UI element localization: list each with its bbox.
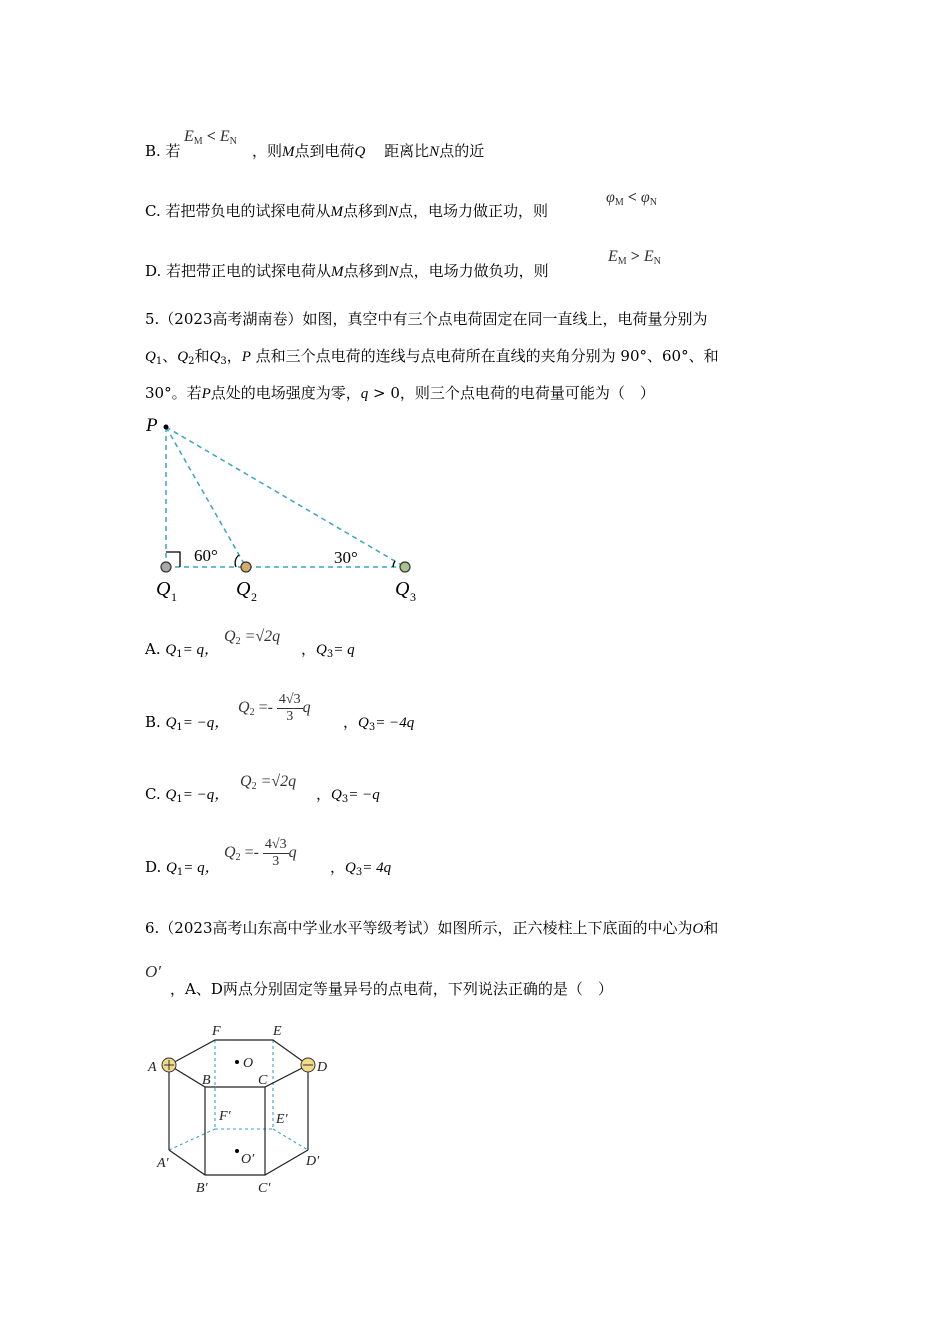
- text: 30°。若: [145, 384, 202, 402]
- fraction: [277, 692, 303, 725]
- symbol-q: Q: [224, 628, 236, 645]
- label-c-prime: C′: [258, 1181, 271, 1196]
- text: C. 若把带负电的试探电荷从: [145, 202, 331, 220]
- option-label: D.: [145, 858, 162, 876]
- q3-value: = q: [333, 642, 355, 658]
- charge-q1: [161, 562, 171, 572]
- text: 点和三个点电荷的连线与点电荷所在直线的夹角分别为 90°、60°、和: [255, 347, 719, 365]
- symbol-n: N: [429, 144, 440, 160]
- formula-lsub: M: [193, 136, 203, 147]
- formula-lsub: M: [614, 197, 624, 208]
- hidden-edges: [169, 1040, 308, 1150]
- text: ，则: [252, 142, 283, 160]
- option-label: A.: [145, 640, 161, 658]
- symbol-o: O: [692, 921, 704, 937]
- text: 点处的电场强度为零，: [210, 384, 361, 402]
- option-5d-q3: ，$Q_3= 4q$: [330, 858, 392, 878]
- symbol-q: Q: [165, 787, 177, 803]
- option-4c-formula: [606, 189, 657, 208]
- option-5b-q2: $Q_2$ =- $\frac{4√3}{3}$ q: [238, 692, 311, 724]
- symbol-q: Q: [145, 349, 156, 365]
- label-q1: Q: [156, 578, 171, 600]
- option-5a-q3: ，$Q_3= q$: [301, 640, 355, 660]
- numerator: 4√3: [264, 837, 287, 852]
- charge-line-figure: [140, 405, 440, 605]
- q3-value: = −4q: [375, 715, 415, 731]
- point-p: [164, 425, 169, 430]
- label-q2: Q: [236, 578, 251, 600]
- symbol-q: Q: [165, 642, 177, 658]
- formula-rsub: N: [229, 136, 237, 147]
- label-60: 60°: [194, 546, 218, 565]
- text: 距离比: [384, 142, 430, 160]
- symbol-q: Q: [209, 349, 221, 365]
- numerator: 4√3: [278, 692, 301, 707]
- text: > 0，则三个点电荷的电荷量可能为（ ）: [368, 384, 655, 402]
- symbol-q: Q: [358, 715, 369, 731]
- symbol-p: P: [241, 349, 251, 365]
- text: 点移到: [342, 202, 388, 220]
- q1-value: = −q，: [182, 787, 230, 803]
- formula-op: >: [630, 248, 640, 265]
- option-4b-prefix: B. 若: [145, 142, 181, 160]
- label-b: B: [202, 1073, 211, 1088]
- angle-30-arc: [393, 561, 395, 567]
- charge-q3: [400, 562, 410, 572]
- label-o-prime: O′: [241, 1152, 255, 1167]
- label-q3-sub: 3: [410, 590, 416, 604]
- label-a: A: [148, 1060, 157, 1075]
- text: D. 若把带正电的试探电荷从: [145, 262, 332, 280]
- option-5a: A. $Q_1= q$，: [145, 640, 219, 660]
- formula-rsub: N: [649, 197, 657, 208]
- label-c: C: [258, 1073, 268, 1088]
- symbol-p: P: [201, 386, 211, 402]
- symbol-o-prime: O′: [145, 962, 161, 981]
- label-b-prime: B′: [196, 1181, 208, 1196]
- formula-rhs: E: [219, 128, 230, 145]
- center-o: [235, 1060, 239, 1064]
- label-e-prime: E′: [276, 1112, 288, 1127]
- q3-value: = 4q: [362, 860, 392, 876]
- symbol-q: Q: [345, 860, 356, 876]
- denominator: 3: [286, 709, 294, 724]
- option-5b-q3: ，$Q_3= -4q$: [343, 713, 415, 733]
- option-5c-q2: $Q_2 =√2q$: [240, 773, 297, 792]
- formula-rhs: φ: [640, 189, 650, 206]
- symbol-q: Q: [166, 860, 177, 876]
- option-5c-q3: ，$Q_3= -q$: [316, 785, 380, 805]
- option-label: C.: [145, 785, 161, 803]
- formula-lhs: φ: [606, 189, 615, 206]
- symbol-q: Q: [224, 844, 236, 862]
- option-5a-q2: $Q_2 =√2q$: [224, 628, 281, 647]
- label-30: 30°: [334, 548, 358, 567]
- question-5-line1: 5.（2023高考湖南卷）如图，真空中有三个点电荷固定在同一直线上，电荷量分别为: [145, 310, 708, 328]
- symbol-q: Q: [316, 642, 327, 658]
- formula-lhs: E: [608, 248, 618, 265]
- hexagonal-prism-figure: [140, 1015, 360, 1205]
- label-f: F: [212, 1024, 221, 1039]
- option-4b-formula: [184, 128, 237, 147]
- label-e: E: [273, 1024, 282, 1039]
- label-d-prime: D′: [306, 1154, 320, 1169]
- text: A、D两点分别固定等量异号的点电荷，下列说法正确的是（ ）: [185, 980, 613, 998]
- label-q3: Q: [395, 578, 410, 600]
- q2-suffix: q: [288, 844, 297, 862]
- symbol-q: Q: [177, 349, 189, 365]
- option-5d: D. $Q_1= q$，: [145, 858, 220, 878]
- center-o-prime: [235, 1149, 239, 1153]
- q2-value: =√2q: [260, 773, 297, 790]
- denominator: 3: [272, 854, 280, 869]
- question-6-line1: [145, 918, 718, 939]
- formula-rhs: E: [643, 248, 654, 265]
- text: 点到电荷: [294, 142, 355, 160]
- question-5-line3: [145, 383, 655, 404]
- label-o: O: [243, 1056, 254, 1071]
- q2-suffix: q: [302, 699, 311, 717]
- top-face: [169, 1040, 308, 1087]
- symbol-q: Q: [238, 699, 250, 717]
- text: 和: [703, 919, 719, 937]
- label-q1-sub: 1: [171, 590, 177, 604]
- symbol-q: Q: [165, 715, 177, 731]
- q1-value: = q，: [183, 860, 220, 876]
- option-5d-q2: $Q_2$ =- $\frac{4√3}{3}$ q: [224, 837, 297, 869]
- symbol-n: N: [388, 204, 399, 220]
- symbol-m: M: [330, 204, 343, 220]
- symbol-q: Q: [331, 787, 342, 803]
- option-4d-formula: [608, 248, 661, 267]
- formula-lhs: E: [184, 128, 194, 145]
- symbol-m: M: [282, 144, 295, 160]
- symbol-q: Q: [354, 144, 366, 160]
- symbol-q: q: [360, 386, 369, 402]
- q1-value: = −q，: [182, 715, 230, 731]
- text: 和: [194, 347, 210, 365]
- formula-lsub: M: [617, 256, 627, 267]
- label-q2-sub: 2: [251, 590, 257, 604]
- q2-value: =√2q: [244, 628, 281, 645]
- angle-60-arc: [235, 555, 239, 567]
- label-p: P: [146, 415, 158, 436]
- q1-value: = q，: [182, 642, 219, 658]
- text: 点，电场力做正功，则: [398, 202, 549, 220]
- symbol-n: N: [388, 264, 399, 280]
- text: 点移到: [343, 262, 389, 280]
- fraction: [263, 837, 289, 870]
- text: 点的近: [439, 142, 485, 160]
- option-5c: C. $Q_1= -q$，: [145, 785, 230, 805]
- symbol-m: M: [331, 264, 344, 280]
- q2-prefix: =-: [244, 844, 259, 862]
- option-4b-rest: [252, 141, 484, 162]
- charge-q2: [241, 562, 251, 572]
- option-label: B.: [145, 713, 161, 731]
- q3-value: = −q: [348, 787, 380, 803]
- text: 6.（2023高考山东高中学业水平等级考试）如图所示，正六棱柱上下底面的中心为: [145, 919, 693, 937]
- label-a-prime: A′: [157, 1156, 169, 1171]
- formula-op: <: [206, 128, 216, 145]
- label-d: D: [317, 1060, 328, 1075]
- q2-prefix: =-: [258, 699, 273, 717]
- question-6-oprime: [145, 962, 161, 982]
- symbol-q: Q: [240, 773, 252, 790]
- question-5-line2: $Q_1$、$Q_2$和$Q_3$，P 点和三个点电荷的连线与点电荷所在直线的夹角分别为 90°、60°、和: [145, 347, 719, 367]
- question-6-line2: ，A、D两点分别固定等量异号的点电荷，下列说法正确的是（ ）: [170, 980, 613, 998]
- option-4d: [145, 261, 549, 282]
- option-4b: [145, 141, 181, 161]
- option-4c: [145, 201, 548, 222]
- label-f-prime: F′: [219, 1109, 231, 1124]
- formula-op: <: [627, 189, 637, 206]
- text: 点，电场力做负功，则: [398, 262, 549, 280]
- option-5b: B. $Q_1= -q$，: [145, 713, 230, 733]
- formula-rsub: N: [653, 256, 661, 267]
